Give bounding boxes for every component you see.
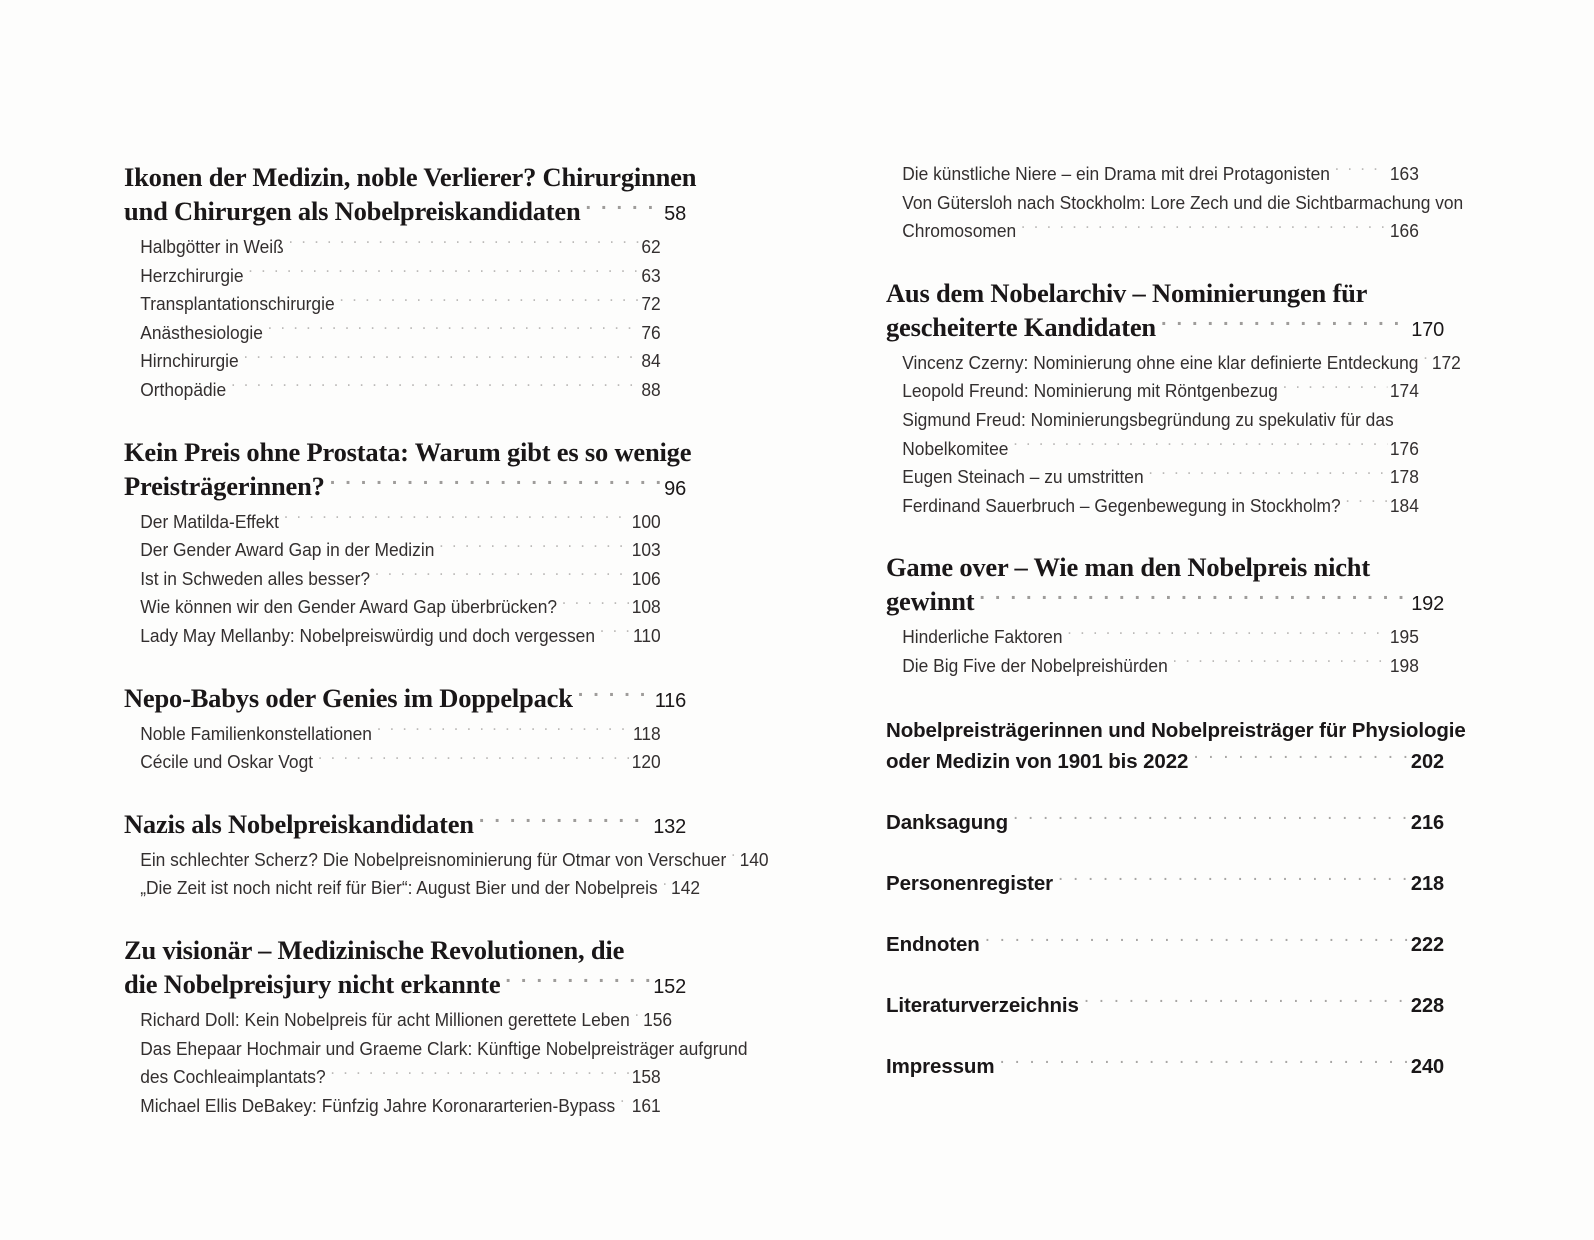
toc-row[interactable]: [886, 584, 1444, 621]
entry-title: „Die Zeit ist noch nicht reif für Bier“: August Bier und der Nobelpreis: [140, 878, 658, 899]
spacer: [886, 841, 1444, 868]
heading-line: Zu visionär – Medizinische Revolutionen, die: [124, 934, 625, 965]
spacer: [886, 681, 1444, 715]
spacer: [886, 246, 1444, 276]
toc-row[interactable]: [140, 319, 660, 348]
toc-row[interactable]: [886, 807, 1444, 839]
entry-title-continued: Sigmund Freud: Nominierungsbegründung zu spekulativ für das: [902, 409, 1394, 430]
spacer: [886, 1024, 1444, 1051]
entry-title: oder Medizin von 1901 bis 2022: [886, 749, 1189, 773]
toc-row[interactable]: [140, 565, 660, 594]
entry-title-continued: Von Gütersloh nach Stockholm: Lore Zech und die Sichtbarmachung von: [902, 192, 1464, 213]
dot-leader: [268, 321, 639, 339]
dot-leader: [318, 750, 629, 768]
backmatter-entry[interactable]: [886, 807, 1444, 839]
dot-leader: [1148, 465, 1387, 483]
sub-entry[interactable]: [124, 290, 661, 319]
dot-leader: [578, 683, 652, 707]
sub-entry[interactable]: [124, 846, 769, 875]
page-number: 166: [1389, 221, 1419, 242]
toc-row[interactable]: [902, 217, 1419, 246]
sub-entry[interactable]: [124, 319, 661, 348]
entry-title: Cécile und Oskar Vogt: [140, 752, 314, 773]
entry-title: Eugen Steinach – zu umstritten: [902, 467, 1144, 488]
page-number: 76: [641, 322, 661, 343]
dot-leader: [1161, 312, 1408, 336]
page-number: 184: [1389, 495, 1419, 516]
page-number: 88: [641, 379, 661, 400]
dot-leader: [1021, 219, 1387, 237]
dot-leader: [1084, 991, 1408, 1012]
page-number: 198: [1389, 655, 1419, 676]
dot-leader: [289, 235, 639, 253]
toc-row[interactable]: [140, 846, 769, 875]
entry-title: Michael Ellis DeBakey: Fünfzig Jahre Koronararterien-Bypass: [140, 1095, 616, 1116]
entry-title: Die künstliche Niere – ein Drama mit drei Protagonisten: [902, 164, 1330, 184]
sub-entry[interactable]: [124, 874, 701, 903]
toc-column-left: [124, 160, 769, 1120]
dot-leader: [1423, 351, 1429, 369]
entry-title: des Cochleaimplantats?: [140, 1067, 326, 1088]
dot-leader: [1345, 494, 1387, 512]
entry-title: gescheiterte Kandidaten: [886, 311, 1156, 342]
sub-entry[interactable]: [124, 622, 661, 651]
sub-entry[interactable]: [124, 536, 661, 565]
page-number: 174: [1389, 381, 1419, 402]
dot-leader: [586, 196, 662, 220]
entry-title: Danksagung: [886, 810, 1009, 834]
sub-entry[interactable]: [886, 160, 1419, 189]
dot-leader: [635, 1008, 641, 1026]
page-number: 218: [1410, 872, 1444, 895]
sub-entry[interactable]: [124, 347, 661, 376]
dot-leader: [999, 1052, 1407, 1073]
backmatter-entry[interactable]: [886, 868, 1444, 900]
page-number: 176: [1389, 438, 1419, 459]
dot-leader: [377, 721, 630, 739]
toc-row[interactable]: [140, 593, 660, 622]
toc-row[interactable]: [140, 347, 660, 376]
entry-title: Anästhesiologie: [140, 322, 263, 343]
dot-leader: [231, 378, 639, 396]
dot-leader: [985, 930, 1408, 951]
dot-leader: [248, 263, 638, 281]
page-number: 152: [653, 975, 686, 998]
entry-title: Herzchirurgie: [140, 265, 244, 286]
toc-row[interactable]: [886, 868, 1444, 900]
toc-row[interactable]: [886, 1051, 1444, 1083]
page-number: 192: [1411, 593, 1444, 616]
sub-entry[interactable]: [886, 217, 1419, 246]
page-number: 240: [1410, 1055, 1444, 1078]
dot-leader: [330, 471, 661, 495]
entry-title: Der Gender Award Gap in der Medizin: [140, 540, 435, 561]
dot-leader: [284, 509, 629, 527]
entry-title: Orthopädie: [140, 379, 227, 400]
sub-entry[interactable]: [886, 435, 1419, 464]
page-number: 228: [1410, 994, 1444, 1017]
sub-entry[interactable]: [886, 492, 1419, 521]
entry-title: Ferdinand Sauerbruch – Gegenbewegung in Stockholm?: [902, 495, 1341, 516]
sub-entry[interactable]: [886, 377, 1419, 406]
toc-row[interactable]: [902, 377, 1419, 406]
dot-leader: [731, 848, 737, 866]
page-number: 72: [641, 294, 661, 315]
toc-row[interactable]: [140, 1092, 660, 1121]
dot-leader: [1193, 747, 1408, 768]
page-number: 222: [1410, 933, 1444, 956]
entry-title: Leopold Freund: Nominierung mit Röntgenbezug: [902, 381, 1278, 402]
chapter-heading[interactable]: [886, 550, 1444, 621]
page-number: 195: [1389, 627, 1419, 648]
backmatter-entry[interactable]: [886, 1051, 1444, 1083]
toc-row[interactable]: [886, 310, 1444, 347]
spacer: [124, 777, 686, 807]
chapter-heading[interactable]: [124, 435, 692, 506]
toc-row[interactable]: [902, 349, 1461, 378]
dot-leader: [1067, 625, 1387, 643]
toc-row[interactable]: [140, 233, 660, 262]
dot-leader: [479, 809, 650, 833]
sub-entry[interactable]: [124, 1006, 673, 1035]
dot-leader: [1013, 436, 1387, 454]
sub-entry[interactable]: [124, 376, 661, 405]
page-number: 161: [631, 1095, 661, 1116]
sub-entry[interactable]: [124, 233, 661, 262]
entry-title: Der Matilda-Effekt: [140, 511, 279, 532]
dot-leader: [620, 1094, 629, 1112]
entry-title-continued: Das Ehepaar Hochmair und Graeme Clark: Künftige Nobelpreisträger aufgrund: [140, 1038, 748, 1059]
toc-row[interactable]: [902, 463, 1419, 492]
entry-title: und Chirurgen als Nobelpreiskandidaten: [124, 196, 581, 226]
spacer: [886, 902, 1444, 929]
toc-row[interactable]: [124, 469, 686, 506]
entry-title: Noble Familienkonstellationen: [140, 723, 372, 744]
toc-row[interactable]: [140, 536, 660, 565]
dot-leader: [505, 969, 650, 993]
page-number: 106: [631, 568, 661, 589]
entry-title: Hirnchirurgie: [140, 351, 239, 372]
chapter-heading[interactable]: [886, 276, 1444, 347]
entry-title: Halbgötter in Weiß: [140, 237, 284, 257]
dot-leader: [1173, 654, 1388, 672]
dot-leader: [439, 538, 629, 556]
dot-leader: [1335, 162, 1387, 180]
heading-line: Game over – Wie man den Nobelpreis nicht: [886, 552, 1370, 583]
entry-title: Wie können wir den Gender Award Gap überbrücken?: [140, 597, 558, 618]
toc-row[interactable]: [124, 967, 686, 1004]
page-number: 178: [1389, 467, 1419, 488]
sub-entry[interactable]: [886, 652, 1419, 681]
heading-line: Kein Preis ohne Prostata: Warum gibt es so wenige: [124, 436, 692, 467]
toc-row[interactable]: [140, 376, 660, 405]
sub-entry[interactable]: [886, 463, 1419, 492]
page-number: 156: [643, 1009, 673, 1030]
backmatter-entry[interactable]: [886, 990, 1444, 1022]
entry-title: Nazis als Nobelpreiskandidaten: [124, 808, 474, 839]
page-number: 172: [1431, 352, 1461, 373]
spacer: [124, 405, 686, 435]
toc-row[interactable]: [886, 746, 1444, 778]
toc-row[interactable]: [902, 652, 1419, 681]
sub-entry[interactable]: [124, 593, 661, 622]
toc-row[interactable]: [140, 1063, 660, 1092]
entry-title: Endnoten: [886, 932, 980, 956]
backmatter-entry[interactable]: [886, 929, 1444, 961]
chapter-heading[interactable]: [124, 933, 686, 1004]
dot-leader: [375, 567, 629, 585]
entry-title: Personenregister: [886, 871, 1054, 895]
page-number: 140: [739, 849, 769, 870]
toc-row[interactable]: [902, 623, 1419, 652]
entry-title: Literaturverzeichnis: [886, 993, 1079, 1017]
toc-row[interactable]: [140, 720, 660, 749]
toc-row[interactable]: [140, 1006, 673, 1035]
sub-entry[interactable]: [886, 349, 1461, 378]
page-number: 103: [631, 540, 661, 561]
entry-title: Ist in Schweden alles besser?: [140, 568, 371, 589]
chapter-heading[interactable]: [124, 681, 686, 718]
page-number: 96: [664, 477, 686, 500]
toc-row[interactable]: [140, 874, 701, 903]
page-number: 116: [654, 689, 686, 712]
page-number: 202: [1410, 750, 1444, 773]
chapter-heading[interactable]: [124, 160, 697, 231]
dot-leader: [1058, 869, 1408, 890]
page-number: 170: [1411, 318, 1444, 341]
spacer: [886, 520, 1444, 550]
entry-title: Die Big Five der Nobelpreishürden: [902, 655, 1168, 676]
entry-title: Nepo-Babys oder Genies im Doppelpack: [124, 682, 573, 713]
sub-entry[interactable]: [124, 1092, 661, 1121]
page-number: 118: [633, 723, 661, 744]
toc-row[interactable]: [886, 929, 1444, 961]
spacer: [886, 780, 1444, 807]
dot-leader: [339, 292, 638, 310]
entry-title: Ein schlechter Scherz? Die Nobelpreisnominierung für Otmar von Verschuer: [140, 849, 727, 870]
toc-row[interactable]: [886, 990, 1444, 1022]
dot-leader: [600, 624, 630, 642]
backmatter-entry[interactable]: [886, 715, 1466, 778]
toc-row[interactable]: [140, 262, 660, 291]
entry-title: Preisträgerinnen?: [124, 470, 325, 501]
dot-leader: [562, 595, 629, 613]
dot-leader: [1013, 808, 1408, 829]
dot-leader: [330, 1065, 628, 1083]
sub-entry[interactable]: [124, 748, 661, 777]
toc-row[interactable]: [140, 622, 660, 651]
page-number: 100: [631, 511, 661, 532]
sub-entry[interactable]: [124, 720, 661, 749]
toc-row[interactable]: [124, 681, 686, 718]
sub-entry[interactable]: [124, 1063, 661, 1092]
entry-title: Chromosomen: [902, 221, 1017, 242]
page-number: 132: [653, 815, 686, 838]
page-number: 120: [631, 752, 661, 773]
sub-entry[interactable]: [124, 565, 661, 594]
spacer: [124, 903, 686, 933]
entry-title: Nobelkomitee: [902, 438, 1009, 459]
toc-row[interactable]: [124, 807, 686, 844]
dot-leader: [243, 349, 638, 367]
entry-title: die Nobelpreisjury nicht erkannte: [124, 968, 501, 999]
sub-entry[interactable]: [124, 508, 661, 537]
heading-line: Nobelpreisträgerinnen und Nobelpreisträger für Physiologie: [886, 718, 1466, 742]
dot-leader: [1283, 379, 1387, 397]
toc-row[interactable]: [902, 492, 1419, 521]
entry-title: Transplantationschirurgie: [140, 294, 335, 315]
toc-row[interactable]: [124, 194, 686, 231]
page-number: 216: [1410, 811, 1444, 834]
page-number: 58: [664, 203, 686, 225]
chapter-heading[interactable]: [124, 807, 686, 844]
sub-entry[interactable]: [886, 623, 1419, 652]
page-number: 163: [1389, 164, 1419, 184]
page-number: 62: [641, 237, 661, 257]
page-number: 63: [641, 265, 661, 286]
heading-line: Aus dem Nobelarchiv – Nominierungen für: [886, 277, 1368, 308]
sub-entry[interactable]: [124, 262, 661, 291]
entry-title: Impressum: [886, 1054, 995, 1078]
dot-leader: [662, 876, 668, 894]
toc-row[interactable]: [140, 290, 660, 319]
entry-title: Lady May Mellanby: Nobelpreiswürdig und doch vergessen: [140, 625, 595, 646]
heading-line: Ikonen der Medizin, noble Verlierer? Chirurginnen: [124, 162, 697, 192]
page-number: 84: [641, 351, 661, 372]
toc-column-right: [886, 160, 1466, 1085]
spacer: [886, 963, 1444, 990]
entry-title: Vincenz Czerny: Nominierung ohne eine klar definierte Entdeckung: [902, 352, 1419, 373]
toc-row[interactable]: [140, 508, 660, 537]
page-number: 108: [631, 597, 661, 618]
toc-row[interactable]: [902, 435, 1419, 464]
page-number: 110: [633, 625, 661, 646]
entry-title: gewinnt: [886, 586, 975, 617]
entry-title: Richard Doll: Kein Nobelpreis für acht Millionen gerettete Leben: [140, 1009, 630, 1030]
toc-row[interactable]: [140, 748, 660, 777]
entry-title: Hinderliche Faktoren: [902, 627, 1063, 648]
dot-leader: [979, 587, 1408, 611]
page-number: 158: [631, 1067, 661, 1088]
page-number: 142: [671, 878, 701, 899]
spacer: [124, 651, 686, 681]
toc-row[interactable]: [902, 160, 1419, 189]
